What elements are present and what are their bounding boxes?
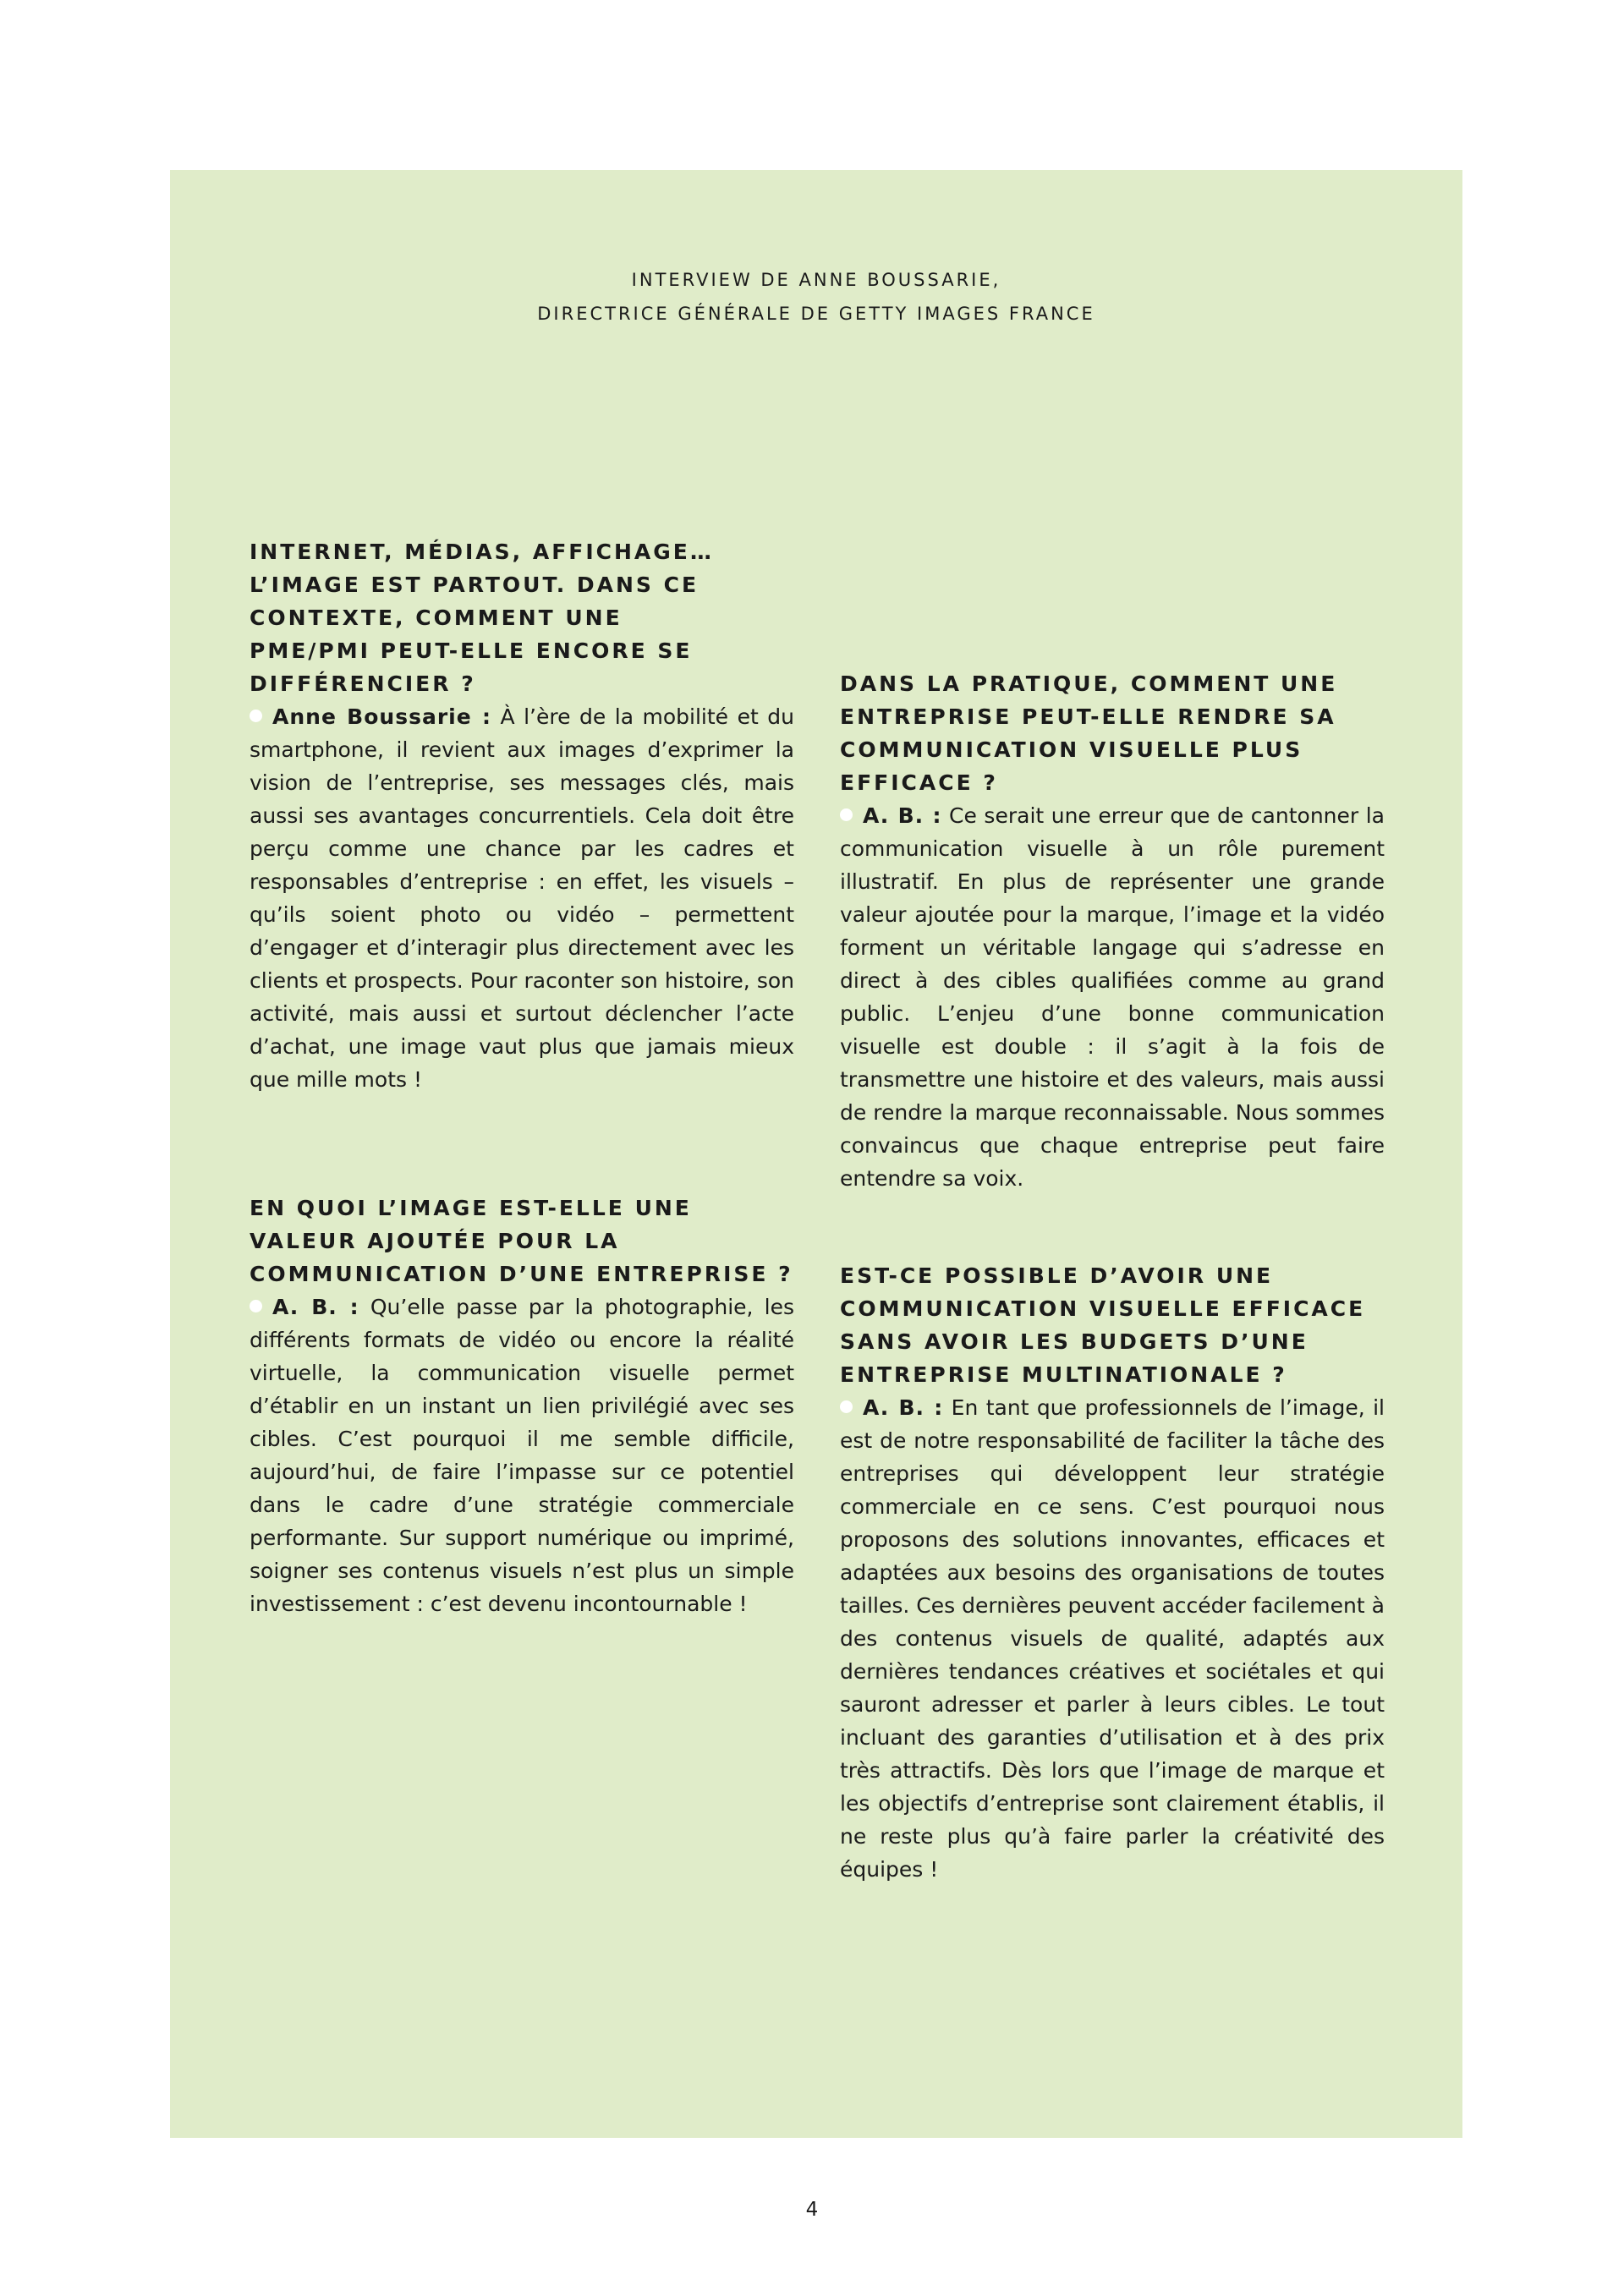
- qa-block-4: [840, 1259, 1385, 1886]
- answer-2-text: Qu’elle passe par la photographie, les différents formats de vidéo ou encore la réalité virtuelle, la communication visuelle permet d’établir en un instant un lien privilégié avec ses cibles. C’est pourquoi il me semble difficile, aujourd’hui, de faire l’impasse sur ce potentiel dans le cadre d’une stratégie commerciale performante. Sur support numérique ou imprimé, soigner ses contenus visuels n’est plus un simple investissement : c’est devenu incontournable !: [250, 1295, 794, 1616]
- qa-block-2: [250, 1192, 794, 1620]
- qa-block-1: [250, 535, 794, 1096]
- bullet-icon: [840, 808, 853, 821]
- answer-4-text: En tant que professionnels de l’image, il est de notre responsabilité de faciliter la tâche des entreprises qui développent leur stratégie commerciale en ce sens. C’est pourquoi nous proposons des solutions innovantes, efficaces et adaptées aux besoins des organisations de toutes tailles. Ces dernières peuvent accéder facilement à des contenus visuels de qualité, adaptés aux dernières tendances créatives et sociétales et qui sauront adresser et parler à leurs cibles. Le tout incluant des garanties d’utilisation et à des prix très attractifs. Dès lors que l’image de marque et les objectifs d’entreprise sont clairement établis, il ne reste plus qu’à faire parler la créativité des équipes !: [840, 1395, 1385, 1882]
- bullet-icon: [840, 1400, 853, 1413]
- answer-1: [250, 700, 794, 1096]
- bullet-icon: [250, 1300, 262, 1312]
- header-line-1: INTERVIEW DE ANNE BOUSSARIE,: [631, 270, 1001, 290]
- speaker-label: A. B. :: [863, 803, 942, 828]
- speaker-label: A. B. :: [272, 1295, 359, 1319]
- header-line-2: DIRECTRICE GÉNÉRALE DE GETTY IMAGES FRANCE: [537, 304, 1095, 324]
- qa-block-3: [840, 667, 1385, 1195]
- speaker-label: Anne Boussarie :: [272, 704, 491, 729]
- left-column: [250, 535, 794, 1616]
- answer-4: [840, 1391, 1385, 1886]
- answer-3-text: Ce serait une erreur que de cantonner la communication visuelle à un rôle purement illustratif. En plus de représenter une grande valeur ajoutée pour la marque, l’image et la vidéo forment un véritable langage qui s’adresse en direct à des cibles qualifiées comme au grand public. L’enjeu d’une bonne communication visuelle est double : il s’agit à la fois de transmettre une histoire et des valeurs, mais aussi de rendre la marque reconnaissable. Nous sommes convaincus que chaque entreprise peut faire entendre sa voix.: [840, 803, 1385, 1191]
- speaker-label: A. B. :: [863, 1395, 944, 1420]
- question-1: INTERNET, MÉDIAS, AFFICHAGE… L’IMAGE EST PARTOUT. DANS CE CONTEXTE, COMMENT UNE PME/PMI PEUT-ELLE ENCORE SE DIFFÉRENCIER ?: [250, 540, 714, 696]
- page-number: 4: [805, 2199, 819, 2221]
- question-3: DANS LA PRATIQUE, COMMENT UNE ENTREPRISE PEUT-ELLE RENDRE SA COMMUNICATION VISUELLE PLUS EFFICACE ?: [840, 671, 1338, 795]
- interview-panel: [170, 170, 1462, 2138]
- answer-3: [840, 799, 1385, 1195]
- bullet-icon: [250, 710, 262, 722]
- question-2: EN QUOI L’IMAGE EST-ELLE UNE VALEUR AJOUTÉE POUR LA COMMUNICATION D’UNE ENTREPRISE ?: [250, 1196, 793, 1286]
- question-4: EST-CE POSSIBLE D’AVOIR UNE COMMUNICATION VISUELLE EFFICACE SANS AVOIR LES BUDGETS D’UNE ENTREPRISE MULTINATIONALE ?: [840, 1263, 1366, 1387]
- interview-header: [170, 263, 1462, 331]
- right-column: [840, 667, 1385, 1882]
- answer-2: [250, 1290, 794, 1620]
- answer-1-text: À l’ère de la mobilité et du smartphone, il revient aux images d’exprimer la vision de l’entreprise, ses messages clés, mais aussi ses avantages concurrentiels. Cela doit être perçu comme une chance par les cadres et responsables d’entreprise : en effet, les visuels – qu’ils soient photo ou vidéo – permettent d’engager et d’interagir plus directement avec les clients et prospects. Pour raconter son histoire, son activité, mais aussi et surtout déclencher l’acte d’achat, une image vaut plus que jamais mieux que mille mots !: [250, 704, 794, 1092]
